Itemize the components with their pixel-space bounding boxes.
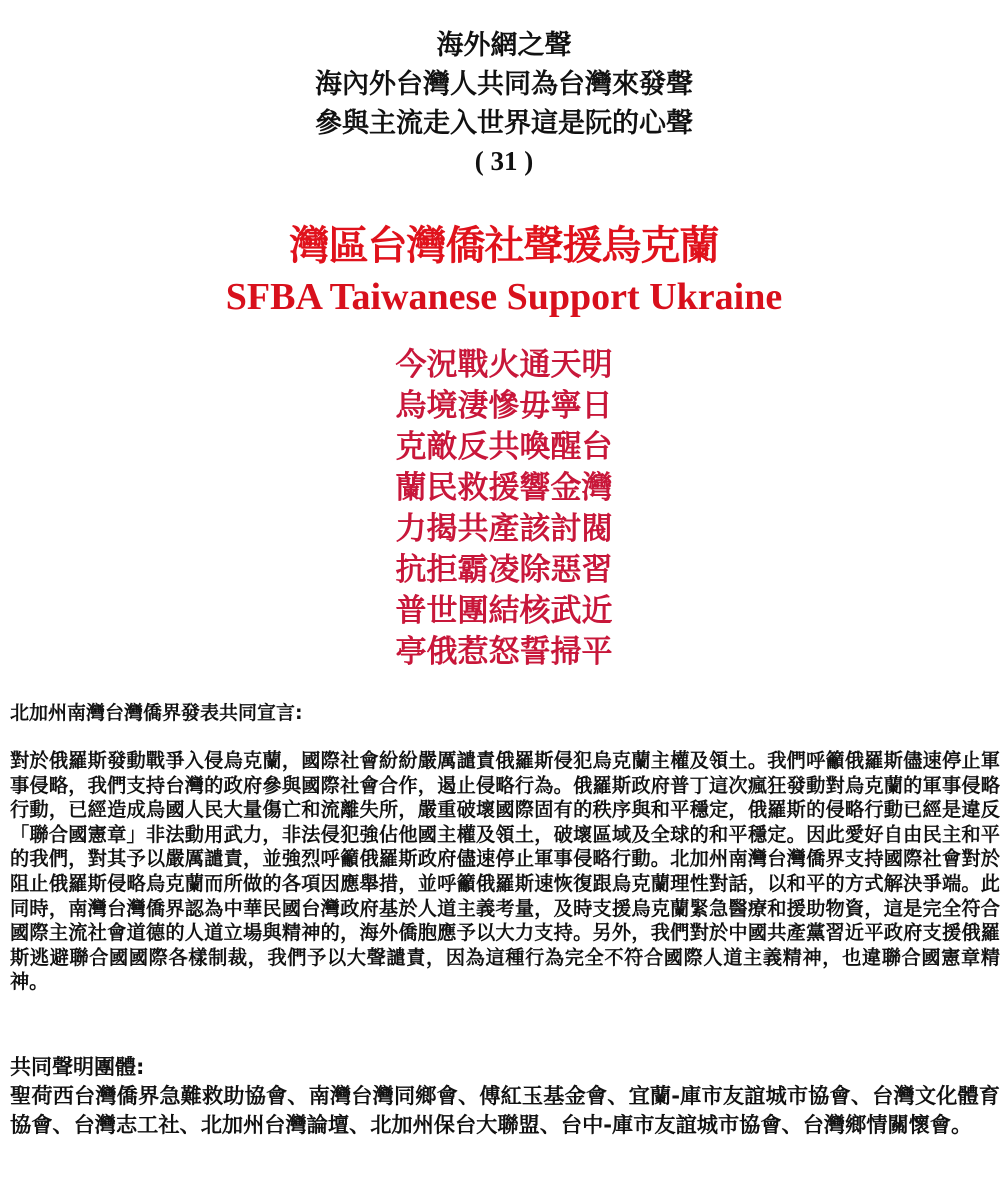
newsletter-header (0, 26, 1008, 179)
header-line-2: 海內外台灣人共同為台灣來發聲 (315, 69, 693, 100)
poem-line: 烏境淒慘毋寧日 (395, 388, 613, 424)
declaration-body: 對於俄羅斯發動戰爭入侵烏克蘭，國際社會紛紛嚴厲譴責俄羅斯侵犯烏克蘭主權及領土。我們呼籲俄羅斯儘速停止軍事侵略，我們支持台灣的政府參與國際社會合作，遏止侵略行為。俄羅斯政府普丁這次瘋狂發動對烏克蘭的軍事侵略行動，已經造成烏國人民大量傷亡和流離失所，嚴重破壞國際固有的秩序與和平穩定，俄羅斯的侵略行動已經是違反「聯合國憲章」非法動用武力，非法侵犯強佔他國主權及領土，破壞區域及全球的和平穩定。因此愛好自由民主和平的我們，對其予以嚴厲譴責，並強烈呼籲俄羅斯政府儘速停止軍事侵略行動。北加州南灣台灣僑界支持國際社會對於阻止俄羅斯侵略烏克蘭而所做的各項因應舉措，並呼籲俄羅斯速恢復跟烏克蘭理性對話，以和平的方式解決爭端。此同時，南灣台灣僑界認為中華民國台灣政府基於人道主義考量，及時支援烏克蘭緊急醫療和援助物資，這是完全符合國際主流社會道德的人道立場與精神的，海外僑胞應予以大力支持。另外，我們對於中國共產黨習近平政府支援俄羅斯逃避聯合國國際各樣制裁，我們予以大聲譴責，因為這種行為完全不符合國際人道主義精神，也違聯合國憲章精神。 (10, 749, 1000, 994)
title-english: SFBA Taiwanese Support Ukraine (225, 276, 783, 318)
poem-line: 蘭民救援響金灣 (395, 470, 613, 506)
joint-declaration (10, 700, 1000, 995)
signers-list: 聖荷西台灣僑界急難救助協會、南灣台灣同鄉會、傅紅玉基金會、宜蘭-庫市友誼城市協會、台灣文化體育協會、台灣志工社、北加州台灣論壇、北加州保台大聯盟、台中-庫市友誼城市協會、台灣鄉情關懷會。 (10, 1083, 1000, 1137)
header-line-3: 參與主流走入世界這是阮的心聲 (315, 108, 693, 139)
declaration-heading: 北加州南灣台灣僑界發表共同宣言: (10, 702, 303, 724)
poem-line: 克敵反共喚醒台 (395, 429, 613, 465)
poem-line: 普世團結核武近 (395, 593, 613, 629)
issue-number: ( 31 ) (474, 146, 534, 176)
signing-organizations (10, 1053, 1000, 1139)
acrostic-poem (0, 345, 1008, 673)
poem-line: 力揭共產該討閥 (395, 511, 613, 547)
header-line-1: 海外網之聲 (436, 30, 572, 61)
signers-heading: 共同聲明團體: (10, 1055, 145, 1079)
article-title (0, 220, 1008, 322)
title-chinese: 灣區台灣僑社聲援烏克蘭 (289, 223, 719, 269)
poem-line: 亭俄惹怒誓掃平 (395, 634, 613, 670)
poem-line: 今況戰火通天明 (395, 347, 613, 383)
poem-line: 抗拒霸凌除惡習 (395, 552, 613, 588)
